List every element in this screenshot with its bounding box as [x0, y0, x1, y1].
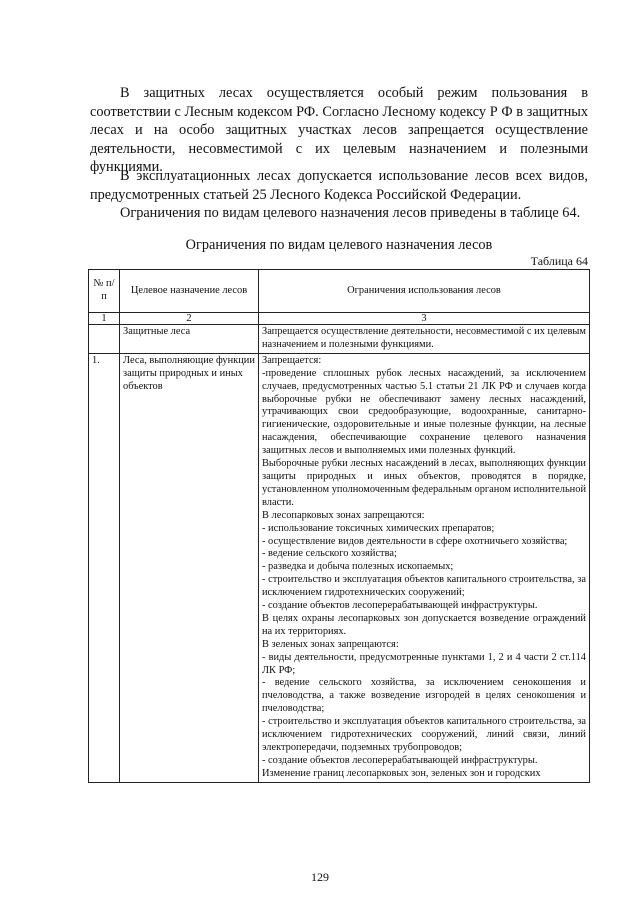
restriction-line: Запрещается:	[262, 354, 322, 366]
header-purpose: Целевое назначение лесов	[120, 270, 259, 313]
column-number: 2	[120, 313, 259, 325]
restriction-line: - ведение сельского хозяйства;	[262, 548, 397, 560]
table-header-row	[89, 270, 590, 313]
restriction-line: В целях охраны лесопарковых зон допускается возведение ограждений на их территориях.	[262, 612, 586, 637]
restriction-text: Запрещается осуществление деятельности, несовместимой с их целевым назначением и полезными функциями.	[262, 326, 586, 350]
restriction-line: В зеленых зонах запрещаются:	[262, 638, 399, 650]
intro-paragraph-2: В эксплуатационных лесах допускается использование лесов всех видов, предусмотренных статьей 25 Лесного Кодекса Российской Федерации.	[90, 168, 588, 203]
restriction-line: -проведение сплошных рубок лесных насаждений, за исключением случаев, предусмотренных частью 5.1 статьи 21 ЛК РФ и случаев когда выборочные рубки не обеспечивают замену лесных насаждений, утрачивающих свои средообразующие, водоохранные, санитарно-гигиенические, оздоровительные и иные полезные функции, на лесные насаждения, обеспечивающие сохранение целевого назначения защитных лесов и выполняемых ими полезных функций.	[262, 367, 586, 457]
restriction-line: В лесопарковых зонах запрещаются:	[262, 509, 425, 521]
restriction-line: - использование токсичных химических препаратов;	[262, 522, 495, 534]
restriction-line: Выборочные рубки лесных насаждений в лесах, выполняющих функции защиты природных и иных объектов, проводятся в порядке, установленном уполномоченным федеральным органом исполнительной власти.	[262, 458, 587, 508]
page-number: 129	[311, 870, 329, 884]
table-row	[89, 353, 590, 782]
row-number: 1.	[89, 353, 120, 782]
row-restrictions	[259, 353, 590, 782]
row-number	[89, 325, 120, 354]
column-number: 3	[259, 313, 590, 325]
row-purpose: Защитные леса	[120, 325, 259, 354]
column-number: 1	[89, 313, 120, 325]
table-number: Таблица 64	[530, 254, 588, 268]
row-purpose: Леса, выполняющие функции защиты природных и иных объектов	[120, 353, 259, 782]
restriction-line: Изменение границ лесопарковых зон, зеленых зон и городских	[262, 767, 541, 779]
table-caption: Ограничения по видам целевого назначения лесов	[185, 237, 493, 253]
restriction-line: - создание объектов лесоперерабатывающей инфраструктуры.	[262, 754, 538, 766]
table-row	[89, 325, 590, 354]
restriction-line: - строительство и эксплуатация объектов капитального строительства, за исключением гидротехнических сооружений, линий связи, линий электропередачи, подземных трубопроводов;	[262, 716, 586, 753]
header-number: № п/п	[89, 270, 120, 313]
restrictions-table	[88, 269, 590, 783]
restriction-line: - ведение сельского хозяйства, за исключением сенокошения и пчеловодства, а также возведение изгородей в целях сенокошения и пчеловодства;	[262, 677, 586, 715]
restriction-line: - создание объектов лесоперерабатывающей инфраструктуры.	[262, 600, 538, 612]
restriction-line: - осуществление видов деятельности в сфере охотничьего хозяйства;	[262, 535, 568, 547]
column-number-row	[89, 313, 590, 325]
restriction-line: - строительство и эксплуатация объектов капитального строительства, за исключением гидротехнических сооружений;	[262, 574, 586, 599]
intro-paragraph-1: В защитных лесах осуществляется особый режим пользования в соответствии с Лесным кодексом РФ. Согласно Лесному кодексу Р Ф в защитных лесах и на особо защитных участках лесов запрещается осуществление деятельности, несовместимой с их целевым назначением и полезными функциями.	[90, 85, 588, 175]
restriction-line: - виды деятельности, предусмотренные пунктами 1, 2 и 4 части 2 ст.114 ЛК РФ;	[262, 651, 586, 676]
header-restrictions: Ограничения использования лесов	[259, 270, 590, 313]
intro-paragraph-3: Ограничения по видам целевого назначения лесов приведены в таблице 64.	[120, 205, 581, 221]
restriction-line: - разведка и добыча полезных ископаемых;	[262, 561, 454, 573]
row-restrictions	[259, 325, 590, 354]
